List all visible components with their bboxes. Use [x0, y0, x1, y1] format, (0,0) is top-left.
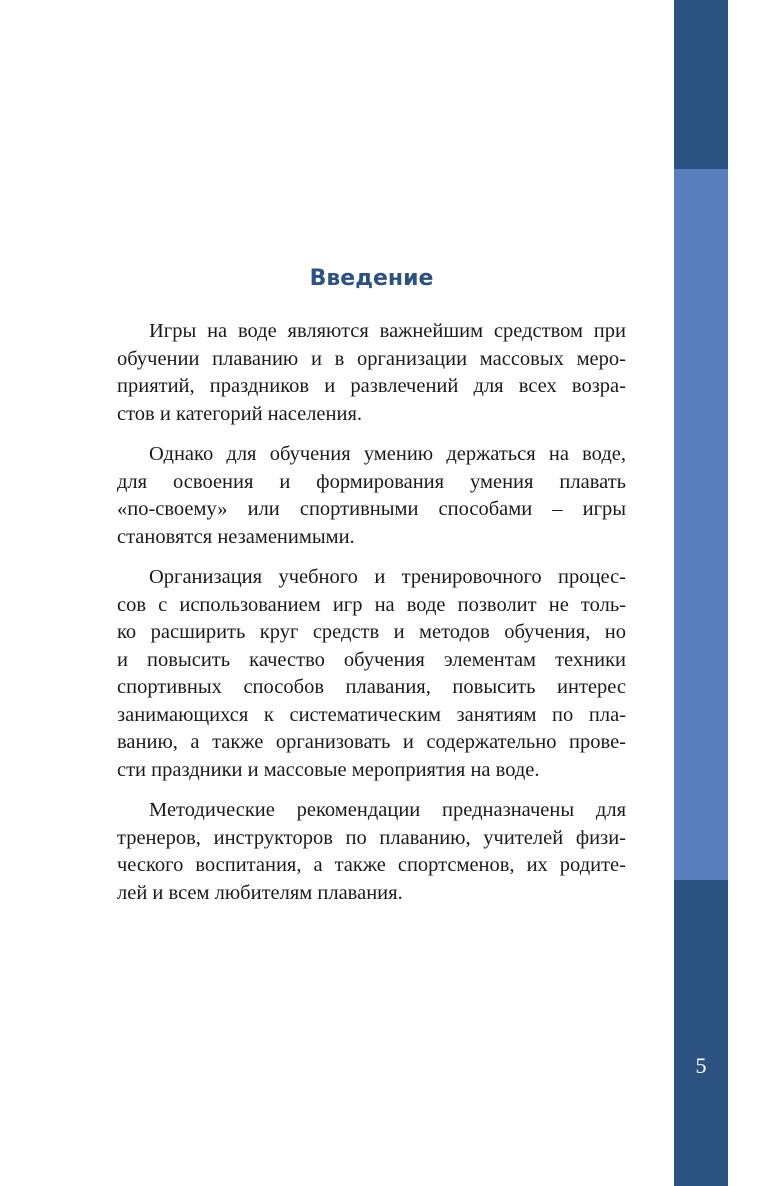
text-line: Однако для обучения умению держаться на воде,	[149, 443, 626, 465]
text-line: Игры на воде являются важнейшим средством при	[149, 320, 626, 342]
page-number: 5	[695, 1053, 707, 1078]
text-line: ческого воспитания, а также спортсменов, их родите-	[117, 854, 626, 876]
text-line: Организация учебного и тренировочного процес-	[149, 566, 626, 588]
paragraph-2	[117, 441, 626, 551]
text-line: и повысить качество обучения элементам техники	[117, 648, 626, 671]
text-line: становятся незаменимыми.	[117, 525, 355, 548]
paragraph-4	[117, 797, 626, 907]
side-tab-top-band	[674, 0, 728, 169]
text-line: стов и категорий населения.	[117, 402, 363, 425]
text-line: ко расширить круг средств и методов обучения, но	[117, 621, 626, 643]
text-line: ванию, а также организовать и содержательно прове-	[117, 731, 626, 753]
text-line: занимающихся к систематическим занятиям по пла-	[117, 703, 626, 726]
text-line: приятий, праздников и развлечений для всех возра-	[117, 375, 626, 397]
text-line: сов с использованием игр на воде позволит не толь-	[117, 593, 626, 616]
text-line: «по-своему» или спортивными способами – игры	[117, 498, 626, 520]
text-line: сти праздники и массовые мероприятия на воде.	[117, 758, 540, 781]
text-line: спортивных способов плавания, повысить интерес	[117, 676, 626, 698]
text-line: лей и всем любителям плавания.	[117, 881, 403, 904]
chapter-title: Введение	[309, 266, 434, 291]
paragraph-3	[117, 564, 626, 784]
text-line: для освоения и формирования умения плавать	[117, 470, 626, 493]
text-line: обучении плаванию и в организации массовых меро-	[117, 347, 626, 370]
paragraph-1	[117, 318, 626, 428]
text-line: Методические рекомендации предназначены для	[149, 799, 626, 821]
side-tab-bottom-band	[674, 880, 728, 1186]
body-text	[117, 318, 626, 920]
text-line: тренеров, инструкторов по плаванию, учителей физи-	[117, 826, 626, 849]
side-tab-middle-band	[674, 169, 728, 880]
